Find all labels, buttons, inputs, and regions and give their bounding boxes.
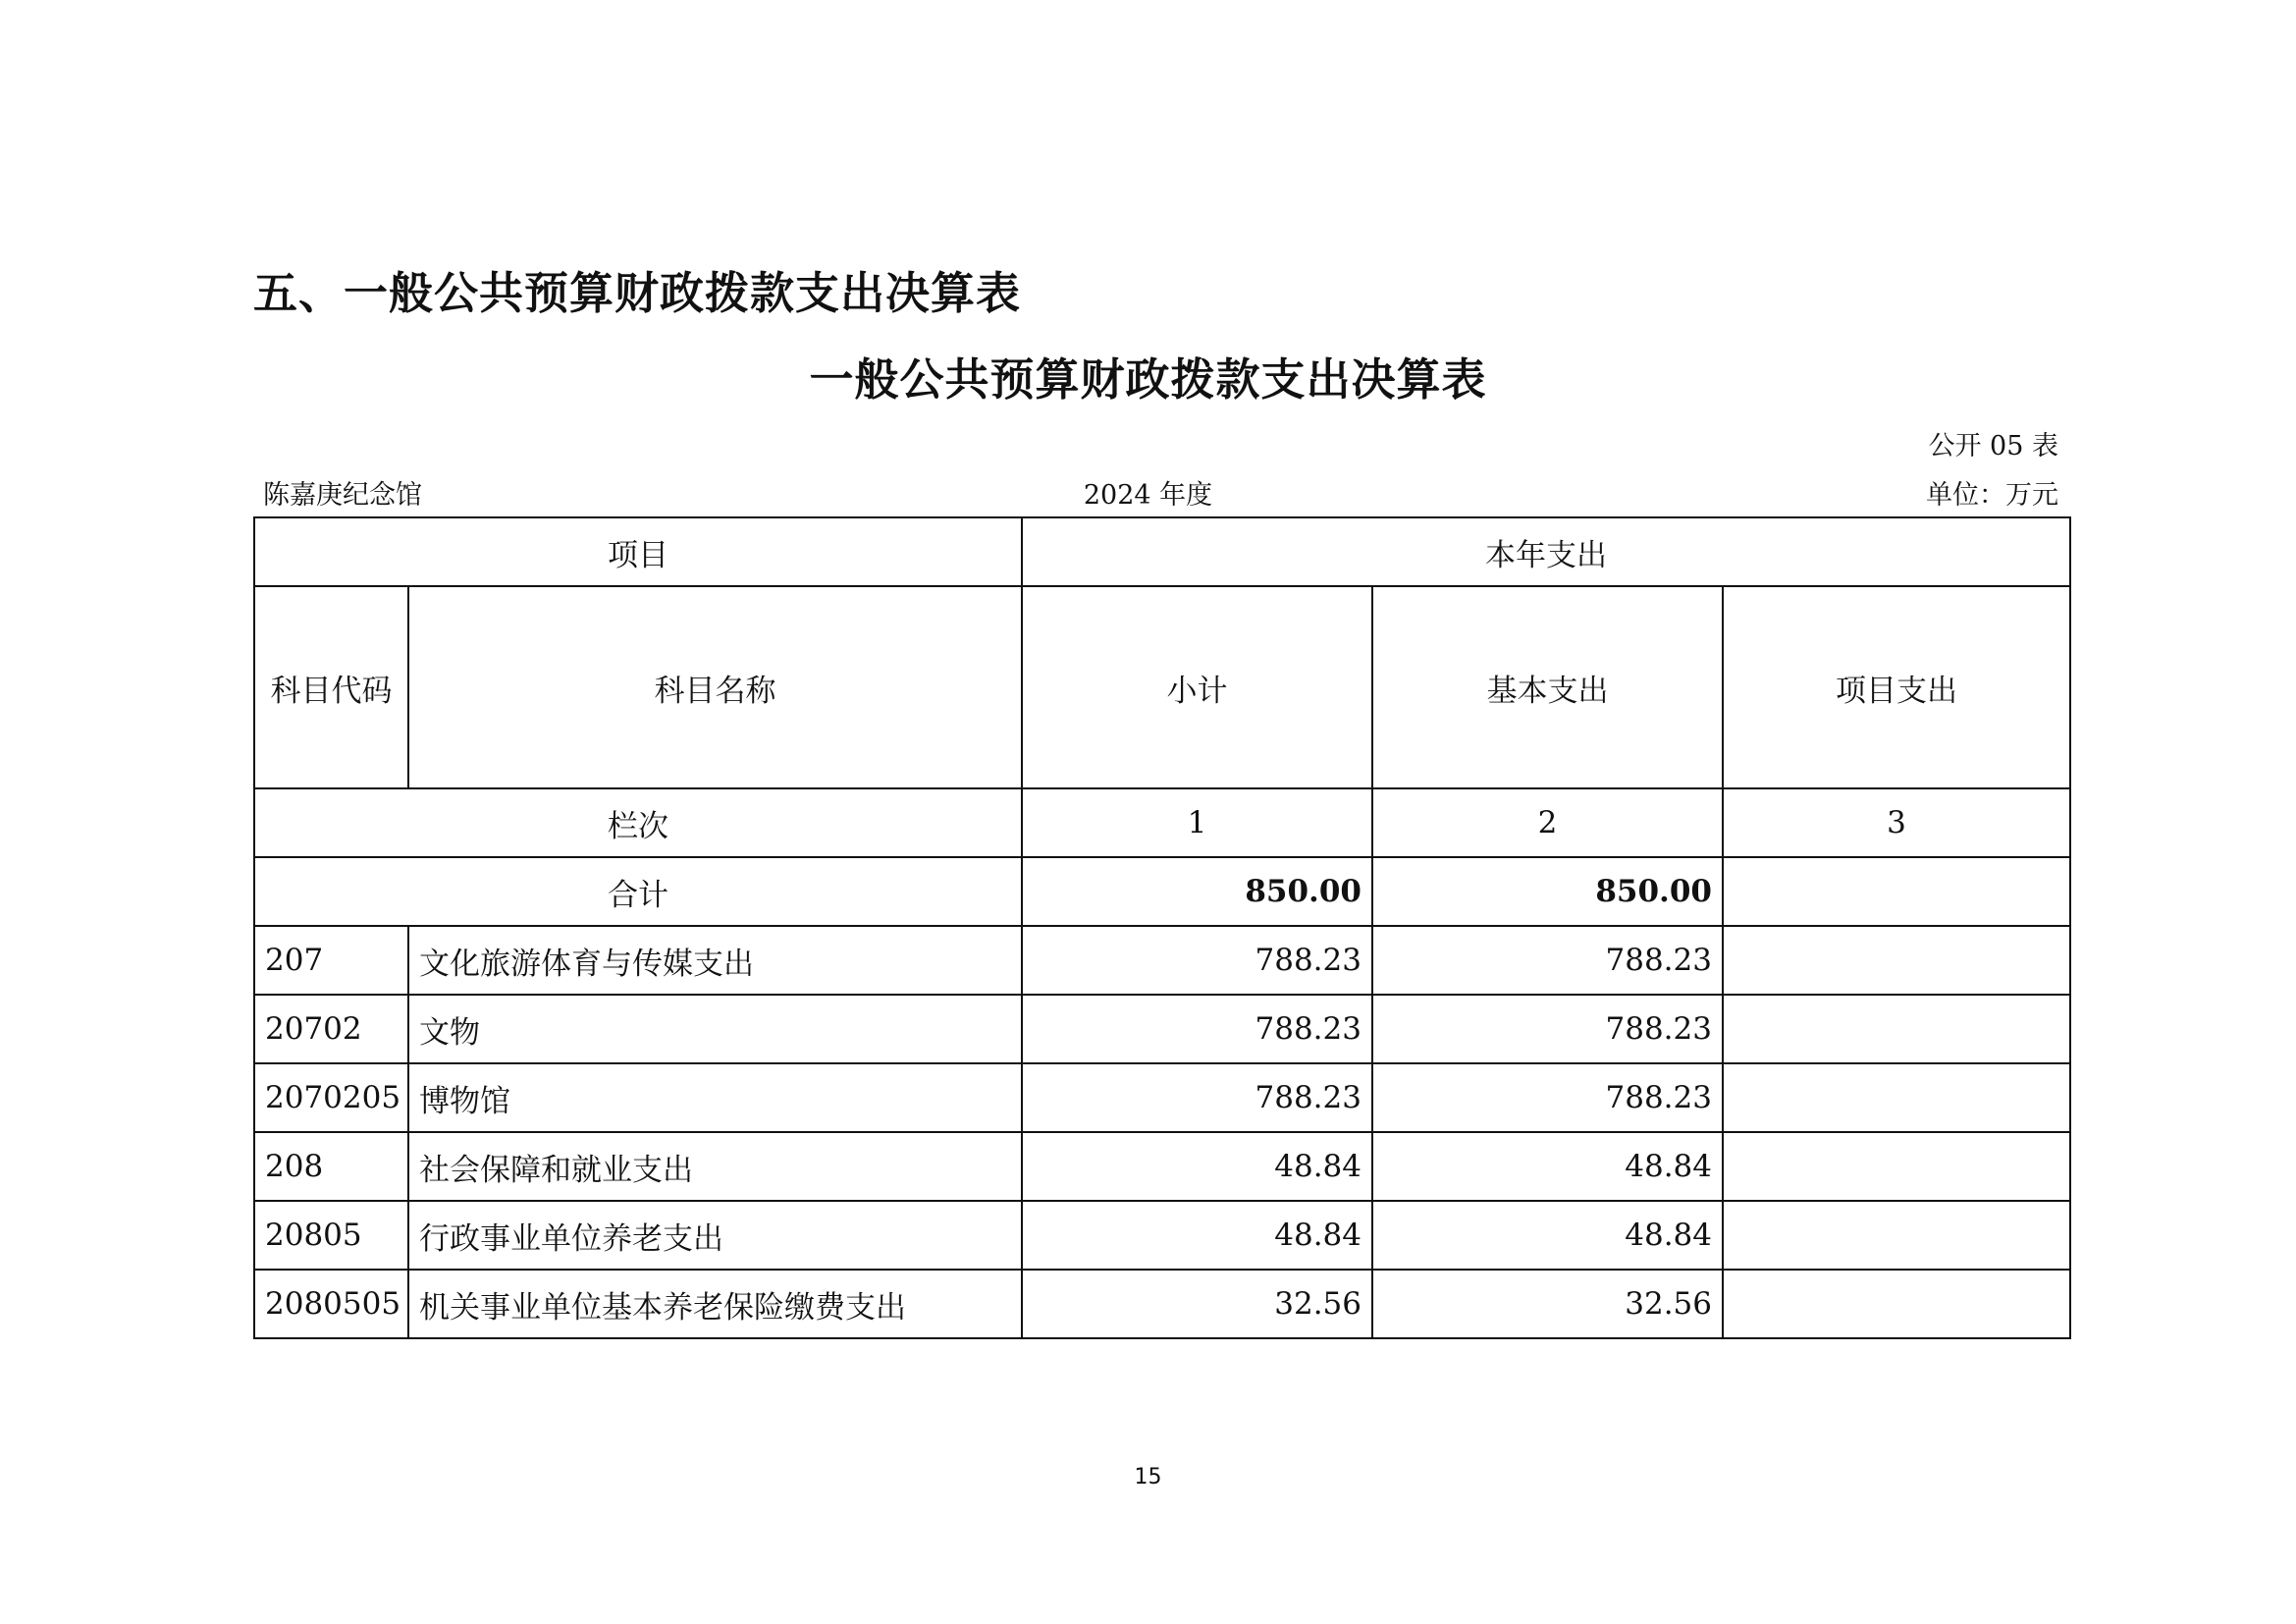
row-project <box>1723 1063 2070 1132</box>
table-title: 一般公共预算财政拨款支出决算表 <box>809 353 1487 406</box>
header-subtotal: 小计 <box>1022 586 1372 788</box>
total-project <box>1723 857 2070 926</box>
row-project <box>1723 1270 2070 1338</box>
header-item: 项目 <box>254 517 1022 586</box>
row-subtotal: 788.23 <box>1022 926 1372 995</box>
row-subtotal: 48.84 <box>1022 1201 1372 1270</box>
row-name: 文化旅游体育与传媒支出 <box>408 926 1022 995</box>
row-name: 文物 <box>408 995 1022 1063</box>
column-number-1: 1 <box>1022 788 1372 857</box>
row-subtotal: 48.84 <box>1022 1132 1372 1201</box>
row-code: 208 <box>254 1132 408 1201</box>
row-name: 社会保障和就业支出 <box>408 1132 1022 1201</box>
table-row <box>254 1063 2070 1132</box>
header-annual-expense: 本年支出 <box>1022 517 2070 586</box>
row-name: 行政事业单位养老支出 <box>408 1201 1022 1270</box>
row-basic: 48.84 <box>1372 1132 1723 1201</box>
header-row-2 <box>254 586 2070 788</box>
row-code: 20805 <box>254 1201 408 1270</box>
row-subtotal: 32.56 <box>1022 1270 1372 1338</box>
row-basic: 788.23 <box>1372 995 1723 1063</box>
currency-unit: 单位：万元 <box>1926 480 2058 511</box>
row-code: 2080505 <box>254 1270 408 1338</box>
row-project <box>1723 995 2070 1063</box>
header-basic: 基本支出 <box>1372 586 1723 788</box>
row-basic: 788.23 <box>1372 1063 1723 1132</box>
fiscal-year: 2024 年度 <box>1083 480 1213 511</box>
total-label: 合计 <box>254 857 1022 926</box>
table-row <box>254 1132 2070 1201</box>
header-code: 科目代码 <box>254 586 408 788</box>
table-row <box>254 1201 2070 1270</box>
page-number: 15 <box>1134 1465 1162 1489</box>
column-number-2: 2 <box>1372 788 1723 857</box>
table-row <box>254 995 2070 1063</box>
column-number-3: 3 <box>1723 788 2070 857</box>
total-basic: 850.00 <box>1372 857 1723 926</box>
row-project <box>1723 1201 2070 1270</box>
header-name: 科目名称 <box>408 586 1022 788</box>
header-project: 项目支出 <box>1723 586 2070 788</box>
row-subtotal: 788.23 <box>1022 1063 1372 1132</box>
total-subtotal: 850.00 <box>1022 857 1372 926</box>
form-number: 公开 05 表 <box>1928 431 2058 461</box>
row-code: 2070205 <box>254 1063 408 1132</box>
table-row <box>254 1270 2070 1338</box>
table-row <box>254 926 2070 995</box>
unit-name: 陈嘉庚纪念馆 <box>263 480 422 511</box>
section-title: 五、一般公共预算财政拨款支出决算表 <box>253 267 1022 319</box>
header-row-1 <box>254 517 2070 586</box>
row-name: 博物馆 <box>408 1063 1022 1132</box>
row-name: 机关事业单位基本养老保险缴费支出 <box>408 1270 1022 1338</box>
row-basic: 32.56 <box>1372 1270 1723 1338</box>
row-subtotal: 788.23 <box>1022 995 1372 1063</box>
row-code: 20702 <box>254 995 408 1063</box>
row-basic: 788.23 <box>1372 926 1723 995</box>
row-project <box>1723 926 2070 995</box>
column-number-row <box>254 788 2070 857</box>
expenditure-table <box>253 516 2071 1339</box>
row-code: 207 <box>254 926 408 995</box>
row-project <box>1723 1132 2070 1201</box>
total-row <box>254 857 2070 926</box>
column-label: 栏次 <box>254 788 1022 857</box>
row-basic: 48.84 <box>1372 1201 1723 1270</box>
